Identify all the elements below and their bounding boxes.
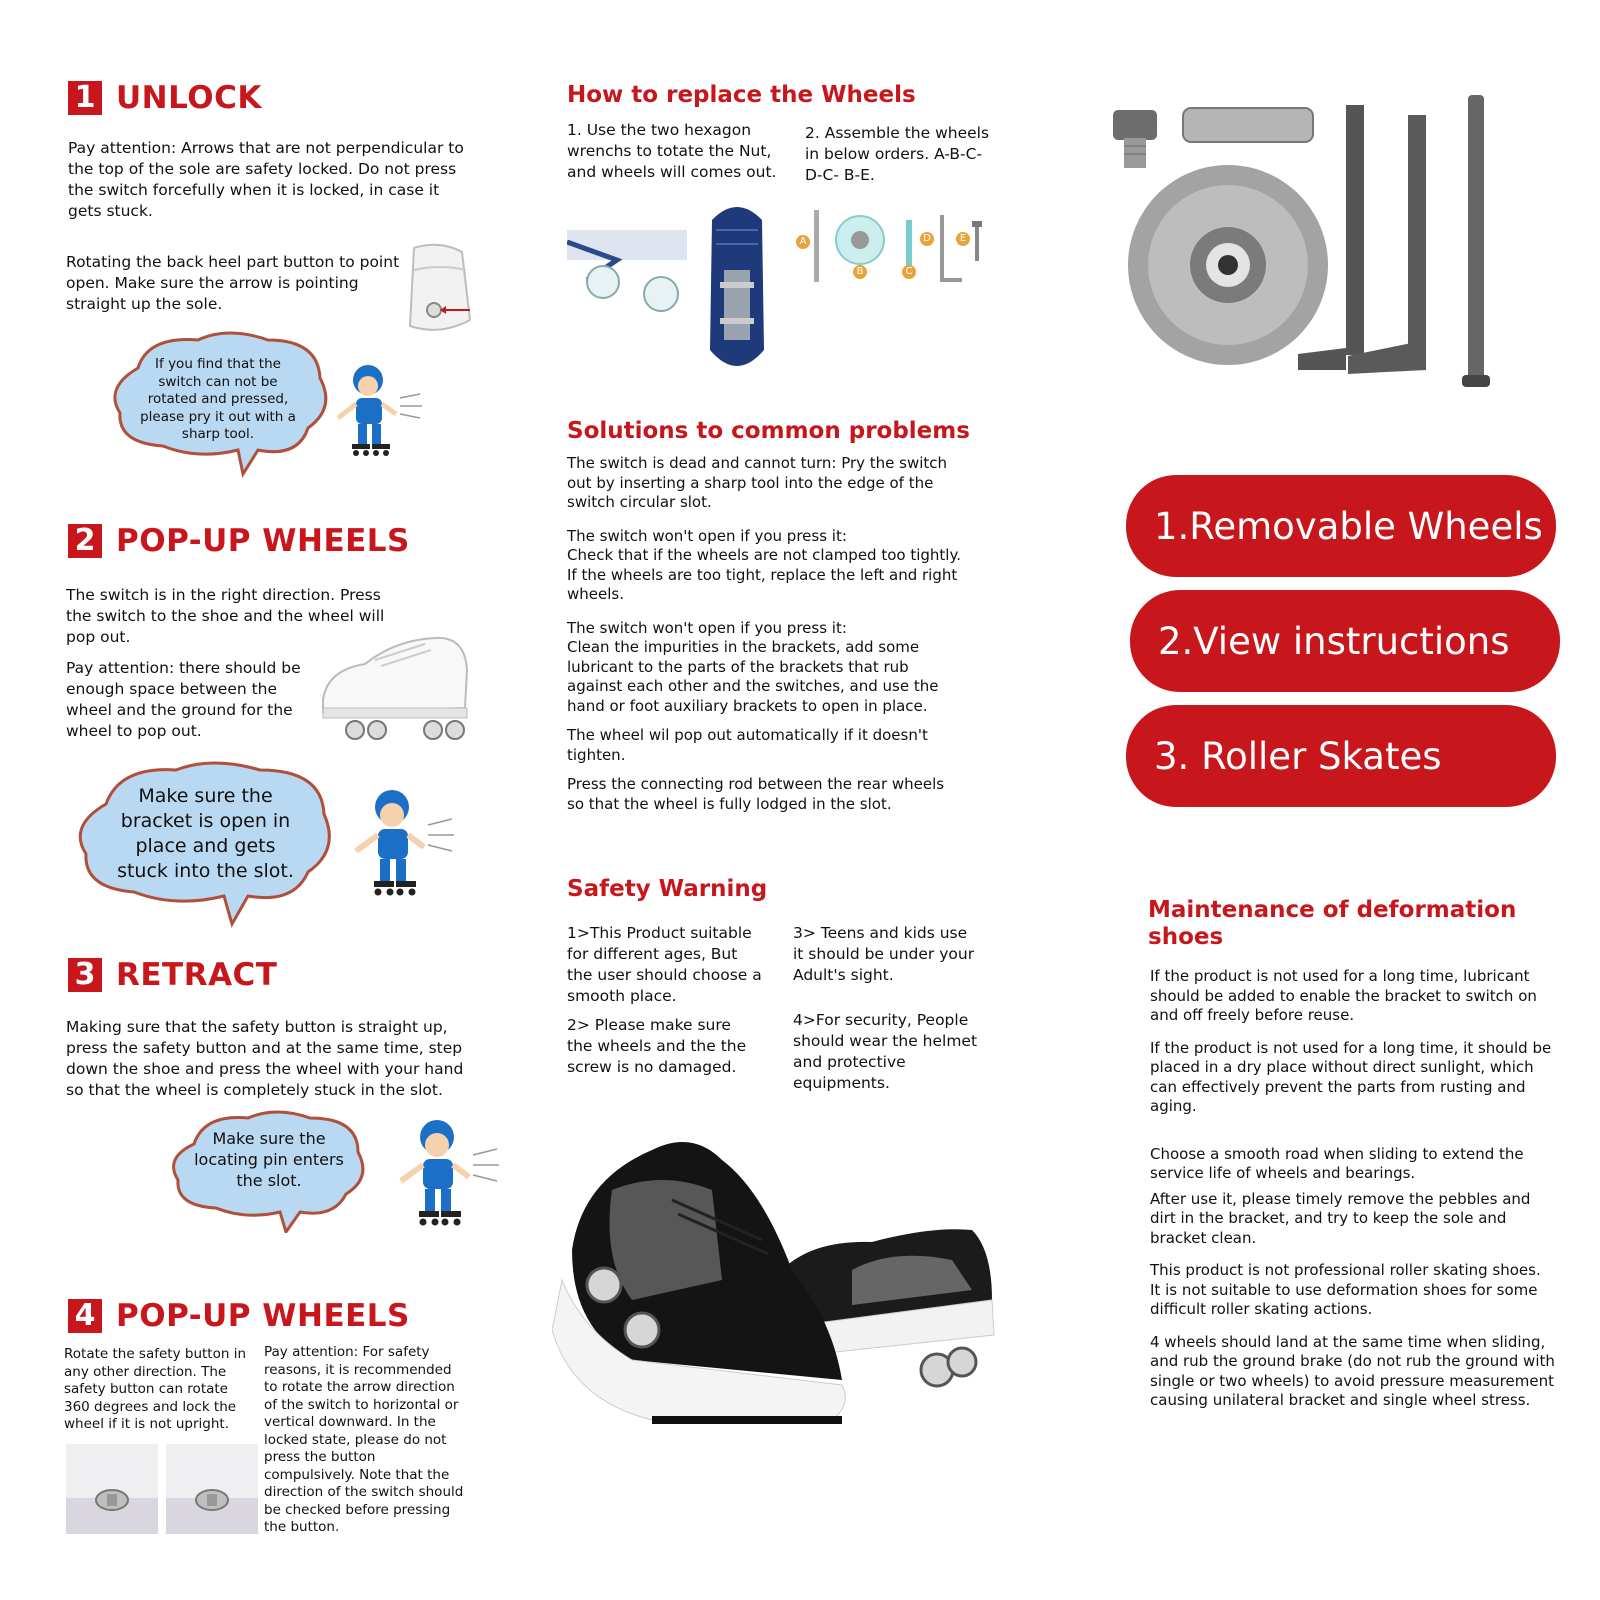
tip-cloud-2 (72, 758, 337, 928)
maintenance-2: If the product is not used for a long time, it should be placed in a dry place without direct sunlight, which can effectively prevent the parts from rusting and aging. (1150, 1038, 1552, 1115)
maintenance-5: This product is not professional roller skating shoes. It is not suitable to use deformation shoes for some difficult roller skating actions. (1150, 1261, 1541, 1318)
maintenance-list (1150, 967, 1555, 1411)
retract-paragraph: Making sure that the safety button is straight up, press the safety button and at the same time, step down the shoe and press the wheel with your hand so that the wheel is completely stuck in the slot. (66, 1018, 464, 1099)
solutions-title: Solutions to common problems (567, 418, 970, 444)
section-title: POP-UP WHEELS (116, 523, 410, 559)
safety-warning-title: Safety Warning (567, 876, 768, 902)
skater-kid-illustration (330, 360, 425, 460)
part-label-c: C (902, 265, 916, 279)
tip-cloud-text: Make sure the bracket is open in place and gets stuck into the slot. (117, 785, 294, 882)
popup-paragraph-1: The switch is in the right direction. Press the switch to the shoe and the wheel will pop out. (66, 586, 385, 646)
tip-cloud-3 (168, 1108, 368, 1233)
unlock-paragraph-1: Pay attention: Arrows that are not perpendicular to the top of the sole are safety locked. Do not press the switch forcefully when it is locked, in case it gets stuck. (68, 139, 464, 220)
safety-warning-4: 4>For security, People should wear the helmet and protective equipments. (793, 1011, 978, 1092)
solution-3-heading: The switch won't open if you press it: (567, 618, 847, 637)
part-label-b: B (853, 265, 867, 279)
feature-pill-roller-skates (1126, 705, 1556, 807)
section-popup-header (68, 523, 410, 559)
replace-wheels-title: How to replace the Wheels (567, 82, 916, 108)
skater-kid-illustration (348, 785, 458, 900)
section-title: POP-UP WHEELS (116, 1298, 410, 1334)
maintenance-6: 4 wheels should land at the same time when sliding, and rub the ground brake (do not rub the ground with single or two wheels) to avoid pressure measurement causing unilateral bracket and single wheel stress. (1150, 1332, 1555, 1409)
tip-cloud-text: Make sure the locating pin enters the slot. (194, 1129, 344, 1190)
safety-warning-2: 2> Please make sure the wheels and the the screw is no damaged. (567, 1016, 747, 1076)
section-number: 3 (68, 958, 102, 992)
section-title: RETRACT (116, 957, 278, 993)
skater-kid-illustration (393, 1115, 503, 1230)
solutions-list (567, 454, 962, 814)
feature-pill-view-instructions (1130, 590, 1560, 692)
solution-2-text: Check that if the wheels are not clamped too tightly. If the wheels are too tight, replace the left and right wheels. (567, 546, 961, 603)
section-popup-header-2 (68, 1298, 410, 1334)
safety-warning-1: 1>This Product suitable for different ages, But the user should choose a smooth place. (567, 924, 762, 1005)
popup-paragraph-2: Pay attention: there should be enough space between the wheel and the ground for the wheel to pop out. (66, 659, 301, 740)
solution-3-text: Clean the impurities in the brackets, add some lubricant to the parts of the brackets that rub against each other and the switches, and use the hand or foot auxiliary brackets to open in place. (567, 638, 939, 715)
tip-cloud-1 (108, 328, 333, 478)
wheel-bracket-photo (567, 230, 687, 325)
popup2-paragraph-1: Rotate the safety button in any other direction. The safety button can rotate 360 degrees and lock the wheel if it is not upright. (64, 1346, 246, 1432)
heel-button-photo (400, 240, 480, 340)
solution-4: The wheel wil pop out automatically if it doesn't tighten. (567, 726, 928, 764)
safety-button-photos (66, 1444, 258, 1534)
feature-pill-removable-wheels (1126, 475, 1556, 577)
maintenance-1: If the product is not used for a long time, lubricant should be added to enable the bracket to switch on and off freely before reuse. (1150, 967, 1537, 1024)
solution-2-heading: The switch won't open if you press it: (567, 526, 847, 545)
feature-pill-label: 2.View instructions (1158, 619, 1510, 663)
part-label-a: A (796, 235, 810, 249)
section-unlock-header (68, 80, 262, 116)
section-retract-header (68, 957, 277, 993)
wheel-and-wrench-parts-photo (1108, 90, 1528, 410)
replace-step-2: 2. Assemble the wheels in below orders. A-B-C-D-C- B-E. (805, 124, 990, 184)
wheel-parts-diagram (792, 205, 992, 290)
black-roller-shoes-photo (552, 1130, 1007, 1440)
solution-1: The switch is dead and cannot turn: Pry the switch out by inserting a sharp tool into the edge of the switch circular slot. (567, 454, 948, 511)
section-title: UNLOCK (116, 80, 262, 116)
feature-pill-label: 1.Removable Wheels (1154, 504, 1543, 548)
solution-5: Press the connecting rod between the rear wheels so that the wheel is fully lodged in the slot. (567, 775, 945, 813)
safety-warning-3: 3> Teens and kids use it should be under your Adult's sight. (793, 924, 975, 984)
popup2-paragraph-2: Pay attention: For safety reasons, it is recommended to rotate the arrow direction of the switch to horizontal or vertical downward. In the locked state, please do not press the button compulsively. Note that the direction of the switch should be checked before pressing the button. (264, 1344, 464, 1535)
unlock-paragraph-2: Rotating the back heel part button to point open. Make sure the arrow is pointing straight up the sole. (66, 253, 400, 313)
section-number: 2 (68, 524, 102, 558)
replace-step-1: 1. Use the two hexagon wrenchs to totate the Nut, and wheels will comes out. (567, 121, 777, 181)
section-number: 1 (68, 81, 102, 115)
white-skate-shoe-photo (315, 630, 475, 745)
maintenance-4: After use it, please timely remove the pebbles and dirt in the bracket, and try to keep the sole and bracket clean. (1150, 1189, 1531, 1247)
maintenance-title: Maintenance of deformation shoes (1148, 897, 1517, 950)
part-label-d: D (920, 232, 934, 246)
sole-bracket-photo (702, 200, 772, 375)
section-number: 4 (68, 1299, 102, 1333)
part-label-e: E (956, 232, 970, 246)
feature-pill-label: 3. Roller Skates (1154, 734, 1442, 778)
maintenance-3: Choose a smooth road when sliding to extend the service life of wheels and bearings. (1150, 1144, 1524, 1182)
tip-cloud-text: If you find that the switch can not be rotated and pressed, please pry it out with a sharp tool. (140, 356, 296, 442)
